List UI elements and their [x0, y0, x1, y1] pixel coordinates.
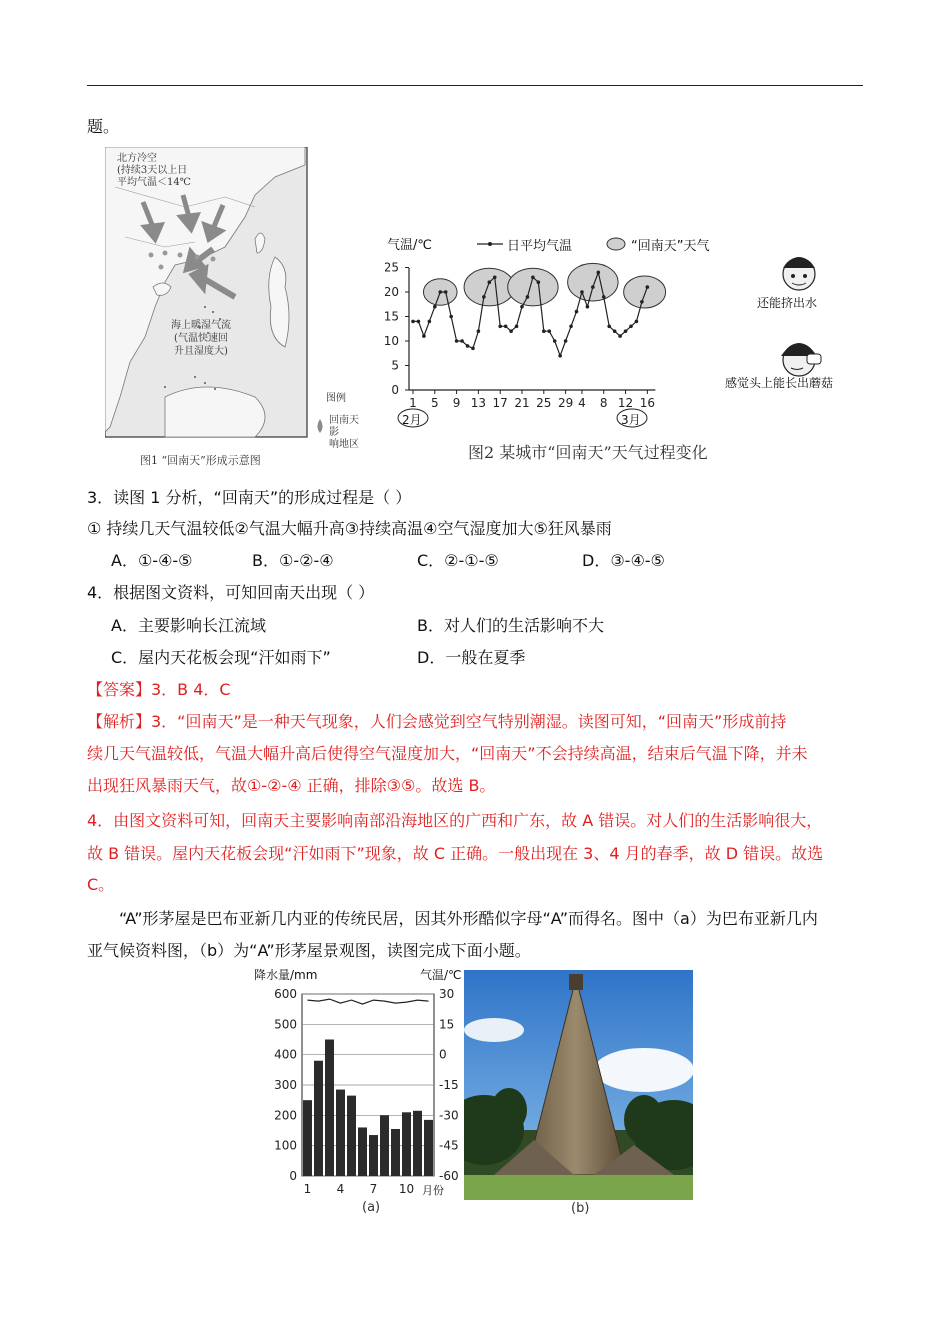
- data-point: [564, 339, 568, 343]
- huinantian-circle-2: [464, 268, 514, 306]
- climate-caption: (a): [362, 1200, 381, 1215]
- y-tick-label-200: 200: [274, 1108, 297, 1123]
- q4-option-c[interactable]: C．屋内天花板会现“汗如雨下”: [111, 648, 331, 667]
- q3-option-d[interactable]: D．③-④-⑤: [582, 551, 665, 570]
- y-tick-label-500: 500: [274, 1017, 297, 1032]
- data-point: [531, 276, 535, 280]
- data-point: [433, 305, 437, 309]
- data-point: [504, 325, 508, 329]
- huinantian-circle-5: [624, 276, 666, 308]
- x-tick-label-8: 8: [599, 396, 608, 410]
- legend-item-1: 回南天影: [329, 415, 359, 438]
- figure-2-caption: 图2 某城市“回南天”天气过程变化: [468, 443, 708, 462]
- bar-month-5: [347, 1096, 356, 1176]
- data-point: [591, 285, 595, 289]
- q4-option-b[interactable]: B．对人们的生活影响不大: [417, 616, 604, 635]
- q3-option-b[interactable]: B．①-②-④: [252, 551, 334, 570]
- data-point: [640, 300, 644, 304]
- data-point: [417, 320, 421, 324]
- temperature-curve: [308, 999, 429, 1004]
- cold-air-label-1: 北方冷空: [117, 153, 157, 164]
- climate-ylabel-right: 气温/℃: [420, 968, 462, 982]
- y-tick-label-15: 15: [385, 309, 399, 324]
- data-point: [553, 339, 557, 343]
- y2-tick-label-15: 15: [439, 1017, 455, 1032]
- line-chart-svg: [385, 228, 865, 468]
- x-tick-label-4: 4: [578, 396, 586, 410]
- data-point: [438, 290, 442, 294]
- data-point: [558, 354, 562, 358]
- header-rule: [87, 85, 863, 86]
- warm-air-label-1: 海上暖湿气流: [171, 320, 231, 331]
- data-point: [635, 320, 639, 324]
- x-tick-label-7: 7: [369, 1182, 378, 1196]
- x-tick-label-16: 16: [639, 396, 655, 410]
- x-tick-label-1: 1: [409, 396, 417, 410]
- legend-item-2: 响地区: [329, 439, 359, 450]
- y-tick-label-0: 0: [289, 1169, 297, 1183]
- x-tick-label-29: 29: [557, 396, 574, 410]
- data-point: [613, 329, 617, 333]
- data-point: [449, 315, 453, 319]
- data-point: [444, 290, 448, 294]
- data-point: [493, 276, 497, 280]
- data-point: [428, 320, 432, 324]
- legend-title: 图例: [326, 393, 346, 404]
- data-point: [580, 290, 584, 294]
- y-tick-label-5: 5: [391, 358, 399, 373]
- bar-month-2: [314, 1061, 323, 1176]
- huinantian-circle-3: [508, 268, 558, 306]
- bar-month-4: [336, 1090, 345, 1176]
- photo-caption: (b): [571, 1201, 590, 1216]
- figure-1-caption: 图1 “回南天”形成示意图: [140, 454, 261, 467]
- fig2-legend-circle-label: “回南天”天气: [631, 239, 710, 254]
- legend-drop-icon: [318, 419, 323, 433]
- x-tick-label-10: 10: [398, 1182, 415, 1196]
- data-point: [488, 280, 492, 284]
- q4-option-d[interactable]: D．一般在夏季: [417, 648, 526, 667]
- a-frame-hut-photo: [464, 970, 693, 1200]
- y-tick-label-400: 400: [274, 1047, 297, 1062]
- data-point: [646, 285, 650, 289]
- data-point: [602, 295, 606, 299]
- data-point: [498, 325, 502, 329]
- bar-month-8: [380, 1115, 389, 1176]
- y-tick-label-10: 10: [385, 334, 399, 348]
- q4-stem: 4．根据图文资料，可知回南天出现（ ）: [87, 583, 375, 602]
- intro-line-1: “A”形茅屋是巴布亚新几内亚的传统民居，因其外形酷似字母“A”而得名。图中（a）为巴布亚新几内: [119, 909, 818, 928]
- y-tick-label-0: 0: [391, 383, 399, 397]
- data-point: [482, 295, 486, 299]
- data-point: [520, 305, 524, 309]
- month-label-mar: 3月: [621, 413, 641, 427]
- bar-month-11: [413, 1111, 422, 1176]
- sticker-face-2: [781, 343, 821, 376]
- bar-month-7: [369, 1135, 378, 1176]
- y-tick-label-600: 600: [274, 987, 297, 1001]
- x-tick-label-5: 5: [430, 396, 439, 410]
- sticker-caption-1: 还能挤出水: [757, 296, 818, 310]
- data-point: [411, 320, 415, 324]
- x-tick-label-17: 17: [492, 396, 508, 410]
- q3-option-a[interactable]: A．①-④-⑤: [111, 551, 193, 570]
- data-point: [629, 325, 633, 329]
- analysis-line-1: 【解析】3．“回南天”是一种天气现象，人们会感觉到空气特别潮湿。读图可知，“回南天”形成前持: [87, 712, 787, 731]
- bar-month-6: [358, 1127, 367, 1176]
- y-tick-label-300: 300: [274, 1078, 297, 1092]
- analysis-line-2: 续几天气温较低，气温大幅升高后使得空气湿度加大，“回南天”不会持续高温，结束后气温下降，并未: [87, 744, 808, 763]
- figure-1-map: [105, 147, 365, 450]
- data-point: [575, 310, 579, 314]
- x-tick-label-9: 9: [452, 396, 461, 410]
- data-point: [515, 325, 519, 329]
- bar-month-3: [325, 1040, 334, 1177]
- figure-2: [385, 228, 865, 468]
- bar-month-12: [424, 1120, 433, 1176]
- y2-tick-label-0: 0: [439, 1047, 447, 1062]
- answer-line: 【答案】3．B 4．C: [87, 680, 231, 699]
- data-point: [537, 280, 541, 284]
- top-fragment: 题。: [87, 117, 120, 136]
- x-tick-label-12: 12: [617, 396, 634, 410]
- y2-tick-label--30: -30: [439, 1108, 459, 1123]
- y-tick-label-20: 20: [385, 285, 399, 299]
- x-tick-label-1: 1: [303, 1182, 312, 1196]
- sticker-caption-2: 感觉头上能长出蘑菇: [725, 376, 834, 390]
- data-point: [542, 329, 546, 333]
- y2-tick-label--15: -15: [439, 1078, 459, 1092]
- month-label-feb: 2月: [402, 413, 422, 427]
- legend-point-sample: [488, 242, 492, 246]
- data-point: [547, 329, 551, 333]
- fig2-legend-line-label: 日平均气温: [507, 239, 573, 254]
- data-point: [618, 334, 622, 338]
- fig2-ylabel: 气温/℃: [387, 238, 432, 253]
- data-point: [471, 347, 475, 351]
- huinantian-circle-4: [568, 263, 618, 301]
- data-point: [477, 329, 481, 333]
- y2-tick-label-30: 30: [439, 987, 455, 1001]
- bar-month-1: [303, 1100, 312, 1176]
- warm-air-label-3: 升且湿度大): [174, 346, 228, 357]
- data-point: [460, 339, 464, 343]
- intro-line-2: 亚气候资料图，（b）为“A”形茅屋景观图，读图完成下面小题。: [87, 941, 531, 960]
- data-point: [624, 329, 628, 333]
- x-tick-label-13: 13: [470, 396, 487, 410]
- q4-option-a[interactable]: A．主要影响长江流域: [111, 616, 266, 635]
- data-point: [455, 339, 459, 343]
- analysis-line-4: 4．由图文资料可知，回南天主要影响南部沿海地区的广西和广东，故 A 错误。对人们的生活影响很大，: [87, 811, 823, 830]
- y2-tick-label--60: -60: [439, 1169, 459, 1183]
- y2-tick-label--45: -45: [439, 1138, 459, 1153]
- q3-items: ① 持续几天气温较低②气温大幅升高③持续高温④空气湿度加大⑤狂风暴雨: [87, 519, 612, 538]
- data-point: [607, 325, 611, 329]
- data-point: [422, 334, 426, 338]
- q3-stem: 3．读图 1 分析，“回南天”的形成过程是（ ）: [87, 488, 412, 507]
- analysis-line-5: 故 B 错误。屋内天花板会现“汗如雨下”现象，故 C 正确。一般出现在 3、4 月的春季，故 D 错误。故选: [87, 844, 824, 863]
- x-tick-label-21: 21: [514, 396, 530, 410]
- hut-photo-svg: [464, 970, 693, 1200]
- legend-circle-sample: [607, 238, 625, 250]
- climate-chart: [252, 966, 467, 1221]
- bar-month-10: [402, 1112, 411, 1176]
- bar-month-9: [391, 1129, 400, 1176]
- warm-air-label-2: (气温快速回: [174, 333, 228, 344]
- x-tick-label-25: 25: [536, 396, 552, 410]
- data-point: [586, 305, 590, 309]
- climate-xunit: 月份: [422, 1184, 444, 1197]
- climate-ylabel-left: 降水量/mm: [254, 968, 318, 982]
- y-tick-label-100: 100: [274, 1138, 297, 1153]
- analysis-line-6: C。: [87, 875, 115, 894]
- data-point: [526, 295, 530, 299]
- x-tick-label-4: 4: [336, 1182, 345, 1196]
- cold-air-label-3: 平均气温＜14℃: [117, 177, 191, 188]
- data-point: [509, 329, 513, 333]
- analysis-line-3: 出现狂风暴雨天气，故①-②-④ 正确，排除③⑤。故选 B。: [87, 776, 496, 795]
- data-point: [466, 344, 470, 348]
- sticker-face-1: [783, 257, 815, 290]
- y-tick-label-25: 25: [385, 260, 399, 275]
- data-point: [569, 325, 573, 329]
- q3-option-c[interactable]: C．②-①-⑤: [417, 551, 499, 570]
- cold-air-label-2: (持续3天以上日: [117, 165, 188, 176]
- data-point: [597, 271, 601, 275]
